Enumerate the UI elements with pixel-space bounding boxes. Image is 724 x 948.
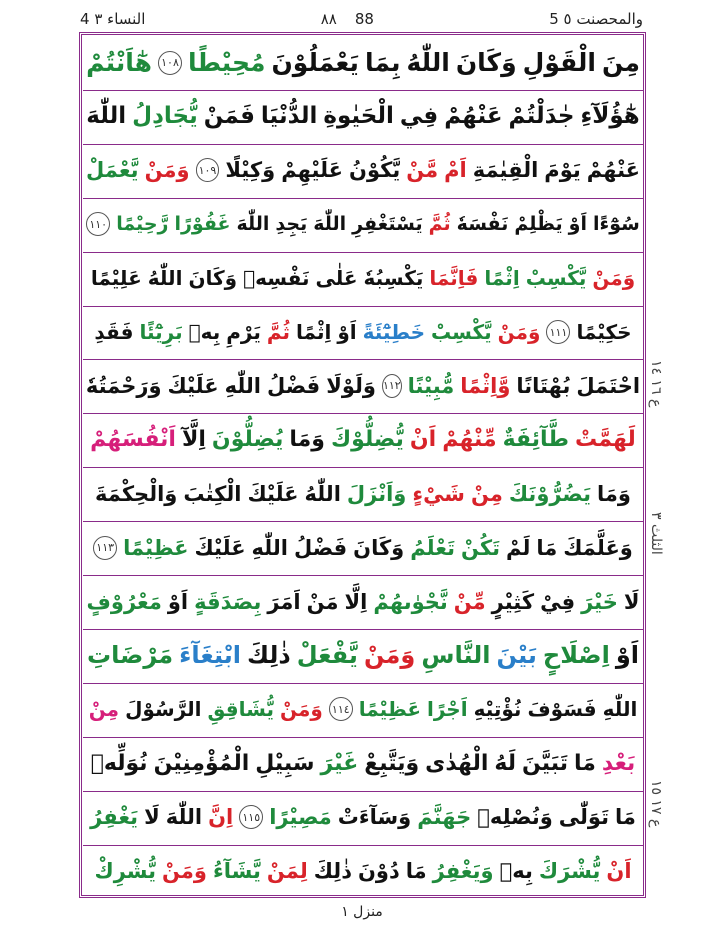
word: ابْتِغَآءَ <box>179 641 241 670</box>
text-line <box>83 144 643 197</box>
ayah-number-marker: ١٠٩ <box>196 158 220 182</box>
word: يَّفْعَلْ <box>296 641 358 670</box>
text-line <box>83 90 643 143</box>
ayah-number-marker: ١١١ <box>546 320 570 344</box>
word: تَعْلَمُ <box>410 535 455 560</box>
ayah-number-marker: ١١٤ <box>329 697 353 721</box>
word: اللّٰهَ <box>165 805 203 830</box>
word: وَيَتَّبِعْ <box>364 750 420 776</box>
word: عَظِيْمًا <box>358 697 421 722</box>
word: خَيْرَ <box>581 589 618 614</box>
ruku-marker-lower: ع ١٧ ١٥ <box>648 780 664 828</box>
word: عَلَيْكَ <box>167 373 219 398</box>
word: شَيْءٍ <box>412 481 465 506</box>
text-line <box>83 521 643 574</box>
text-line <box>83 629 643 682</box>
word: بِهٖ <box>499 859 533 883</box>
word: جٰدَلْتُمْ <box>508 103 575 130</box>
word: الْهُدٰى <box>425 750 489 776</box>
word: اِنَّ <box>208 805 234 830</box>
word: اِصْلَاحٍ <box>542 641 610 670</box>
word: بَيْنَ <box>496 641 537 670</box>
word: نَّجْوٰىهُمْ <box>373 589 448 614</box>
word: اَنْ <box>606 859 632 883</box>
word: سَبِيْلِ <box>255 750 315 776</box>
word: بُهْتَانًا <box>516 373 571 398</box>
word: الرَّسُوْلَ <box>125 697 202 722</box>
word: يُّشَاقِقِ <box>207 697 274 722</box>
word: اللّٰهُ <box>304 481 341 506</box>
word: النَّاسِ <box>421 641 491 670</box>
word: مَنْ <box>306 589 339 614</box>
word: مَا <box>614 805 636 830</box>
word: مَعْرُوْفٍ <box>86 589 162 614</box>
word: وَكَانَ <box>353 535 405 560</box>
word: اللّٰهِ <box>602 697 638 722</box>
word: فَقَدِ <box>94 320 134 344</box>
text-line <box>83 36 643 89</box>
word: غَفُوْرًا <box>174 213 231 236</box>
word: لَهُ <box>494 750 516 776</box>
quarter-marker: الثلث ٣ <box>648 512 664 555</box>
text-line <box>83 359 643 412</box>
text-line <box>83 413 643 466</box>
page-number-group <box>321 10 374 28</box>
surah-name: 4 النساء ٣ <box>80 10 146 28</box>
word: وَمَا <box>289 427 325 453</box>
word: غَيْرَ <box>320 750 359 776</box>
word: رَّحِيْمًا <box>116 213 169 236</box>
word: هٰٓاَنْتُمْ <box>86 48 152 77</box>
word: يَغْفِرُ <box>90 805 139 830</box>
text-line <box>83 306 643 359</box>
word: فَضْلُ <box>293 535 348 560</box>
word: لَا <box>623 589 640 614</box>
word: اَوْ <box>568 213 587 236</box>
word: ذٰلِكَ <box>247 641 291 670</box>
page-header <box>80 6 643 32</box>
word: مِنْ <box>470 481 503 506</box>
word: وَرَحْمَتُهٗ <box>85 373 162 398</box>
word: عَنْهُمْ <box>586 158 640 183</box>
word: عَظِيْمًا <box>123 535 189 560</box>
word: سُوْٓءًا <box>592 213 640 236</box>
word: تَكُنْ <box>461 535 500 560</box>
word: يَضُرُّوْنَكَ <box>508 481 592 506</box>
word: اللّٰهَ <box>236 213 270 236</box>
word: يُّشْرِكْ <box>94 859 157 883</box>
word: وَّاِثْمًا <box>460 373 511 398</box>
word: اَمْ <box>444 158 467 183</box>
word: اَوْ <box>337 320 357 344</box>
text-line <box>83 845 643 898</box>
word: بَعْدِ <box>601 750 636 776</box>
page-number-latin: 88 <box>354 10 374 28</box>
text-line <box>83 467 643 520</box>
word: تَبَيَّنَ <box>521 750 569 776</box>
ayah-number-marker: ١١٢ <box>382 374 402 398</box>
word: جَهَنَّمَ <box>417 805 472 830</box>
word: يَّعْمَلْ <box>86 158 139 183</box>
word: اللّٰهِ <box>224 373 261 398</box>
word: وَعَلَّمَكَ <box>563 535 633 560</box>
word: مَّنْ <box>406 158 439 183</box>
word: وَمَنْ <box>279 697 323 722</box>
word: مُّبِيْنًا <box>407 373 455 398</box>
word: وَكِيْلًا <box>225 158 276 183</box>
word: يَّكْسِبْ <box>525 266 587 291</box>
word: يُّضِلُّوْكَ <box>330 427 404 453</box>
word: بِصَدَقَةٍ <box>194 589 262 614</box>
word: يَعْمَلُوْنَ <box>271 48 359 77</box>
text-line <box>83 737 643 790</box>
word: اَنْ <box>409 427 437 453</box>
word: نَفْسِهٖ <box>243 266 310 291</box>
word: وَمَا <box>597 481 631 506</box>
word: عَلَيْهِمْ <box>281 158 344 183</box>
manzil-footer: منزل ١ <box>341 904 383 920</box>
word: الْمُؤْمِنِيْنَ <box>153 750 250 776</box>
text-line <box>83 252 643 305</box>
word: يَكْسِبُهٗ <box>363 266 424 291</box>
word: مِّنْ <box>453 589 486 614</box>
word: تَوَلّٰى <box>558 805 609 830</box>
word: بِمَا <box>364 48 401 77</box>
word: لَمْ <box>506 535 531 560</box>
text-line <box>83 198 643 251</box>
word: عَلٰى <box>315 266 358 291</box>
word: وَمَنْ <box>497 320 541 344</box>
word: يَظْلِمْ <box>514 213 563 236</box>
word: يَّكْسِبْ <box>430 320 492 344</box>
word: وَسَآءَتْ <box>337 805 412 830</box>
word: نُوَلِّهٖ <box>90 750 148 776</box>
word: يُّجَادِلُ <box>132 103 198 130</box>
word: اِلَّا <box>344 589 368 614</box>
word: فِي <box>399 103 439 130</box>
word: نُؤْتِيْهِ <box>473 697 522 722</box>
word: يُّشْرَكَ <box>538 859 601 883</box>
word: اللّٰهِ <box>251 535 288 560</box>
word: مَا <box>405 859 427 883</box>
word: الْقَوْلِ <box>522 48 596 77</box>
ayah-number-marker: ١٠٨ <box>158 51 182 75</box>
word: الدُّنْيَا <box>260 103 318 130</box>
text-line <box>83 683 643 736</box>
word: حَكِيْمًا <box>576 320 632 344</box>
word: لَا <box>144 805 160 830</box>
word: اللّٰهُ <box>147 266 183 291</box>
word: يَرْمِ <box>226 320 261 344</box>
word: عَنْهُمْ <box>444 103 503 130</box>
word: اَنْفُسَهُمْ <box>90 427 176 453</box>
word: ثُمَّ <box>266 320 291 344</box>
word: نَفْسَهٗ <box>456 213 509 236</box>
word: وَالْحِكْمَةَ <box>95 481 178 506</box>
word: دُوْنَ <box>357 859 400 883</box>
word: ذٰلِكَ <box>313 859 352 883</box>
word: اَمَرَ <box>267 589 301 614</box>
word: وَمَنْ <box>162 859 207 883</box>
ruku-marker-upper: ع ١٦ ١٤ <box>648 360 664 408</box>
word: مِّنْهُمْ <box>442 427 497 453</box>
word: ثُمَّ <box>428 213 451 236</box>
word: يَوْمَ <box>544 158 581 183</box>
word: يَّكُوْنُ <box>349 158 401 183</box>
word: فَسَوْفَ <box>527 697 597 722</box>
word: مِنَ <box>601 48 640 77</box>
word: يَجِدِ <box>275 213 308 236</box>
word: وَيَغْفِرُ <box>432 859 494 883</box>
word: يَسْتَغْفِرِ <box>352 213 423 236</box>
word: اِثْمًا <box>484 266 520 291</box>
word: مَصِيْرًا <box>269 805 332 830</box>
ayah-number-marker: ١١٣ <box>93 536 117 560</box>
page-number-arabic: ٨٨ <box>320 10 337 28</box>
word: احْتَمَلَ <box>576 373 641 398</box>
word: اَوْ <box>615 641 639 670</box>
word: لَهَمَّتْ <box>575 427 636 453</box>
juz-name: 5 والمحصنت ٥ <box>549 10 643 28</box>
word: فَضْلُ <box>267 373 321 398</box>
word: الْحَيٰوةِ <box>323 103 394 130</box>
word: وَكَانَ <box>188 266 238 291</box>
word: يَّشَآءُ <box>212 859 261 883</box>
word: بَرِيْٓئًا <box>139 320 183 344</box>
word: طَّآئِفَةٌ <box>502 427 569 453</box>
word: خَطِيْٓئَةً <box>362 320 425 344</box>
word: اَوْ <box>167 589 189 614</box>
word: الْكِتٰبَ <box>183 481 242 506</box>
word: وَمَنْ <box>592 266 636 291</box>
word: اِلَّآ <box>181 427 206 453</box>
word: مِنْ <box>88 697 120 722</box>
word: اللّٰهُ <box>406 48 450 77</box>
word: اللّٰهَ <box>86 103 127 130</box>
word: عَلَيْكَ <box>194 535 246 560</box>
word: يُضِلُّوْنَ <box>211 427 284 453</box>
word: وَلَوْلَا <box>326 373 376 398</box>
word: فَاِنَّمَا <box>429 266 479 291</box>
word: وَاَنْزَلَ <box>346 481 407 506</box>
word: مَرْضَاتِ <box>87 641 174 670</box>
word: اِثْمًا <box>296 320 332 344</box>
word: اَجْرًا <box>427 697 468 722</box>
word: لِمَنْ <box>266 859 308 883</box>
word: عَلِيْمًا <box>90 266 142 291</box>
text-line <box>83 575 643 628</box>
word: فِيْ <box>540 589 576 614</box>
word: اللّٰهَ <box>313 213 347 236</box>
word: فَمَنْ <box>203 103 255 130</box>
text-line <box>83 791 643 844</box>
word: كَثِيْرٍ <box>491 589 535 614</box>
word: وَنُصْلِهٖ <box>477 805 553 830</box>
word: الْقِيٰمَةِ <box>472 158 539 183</box>
ayah-number-marker: ١١٠ <box>86 212 110 236</box>
word: مَا <box>574 750 596 776</box>
word: مُحِيْطًا <box>188 48 266 77</box>
word: مَا <box>536 535 558 560</box>
ayah-number-marker: ١١٥ <box>239 805 263 829</box>
word: بِهٖ <box>188 320 221 344</box>
word: وَمَنْ <box>363 641 416 670</box>
word: عَلَيْكَ <box>247 481 299 506</box>
word: وَكَانَ <box>455 48 517 77</box>
word: هٰٓؤُلَآءِ <box>580 103 640 130</box>
word: وَمَنْ <box>144 158 190 183</box>
